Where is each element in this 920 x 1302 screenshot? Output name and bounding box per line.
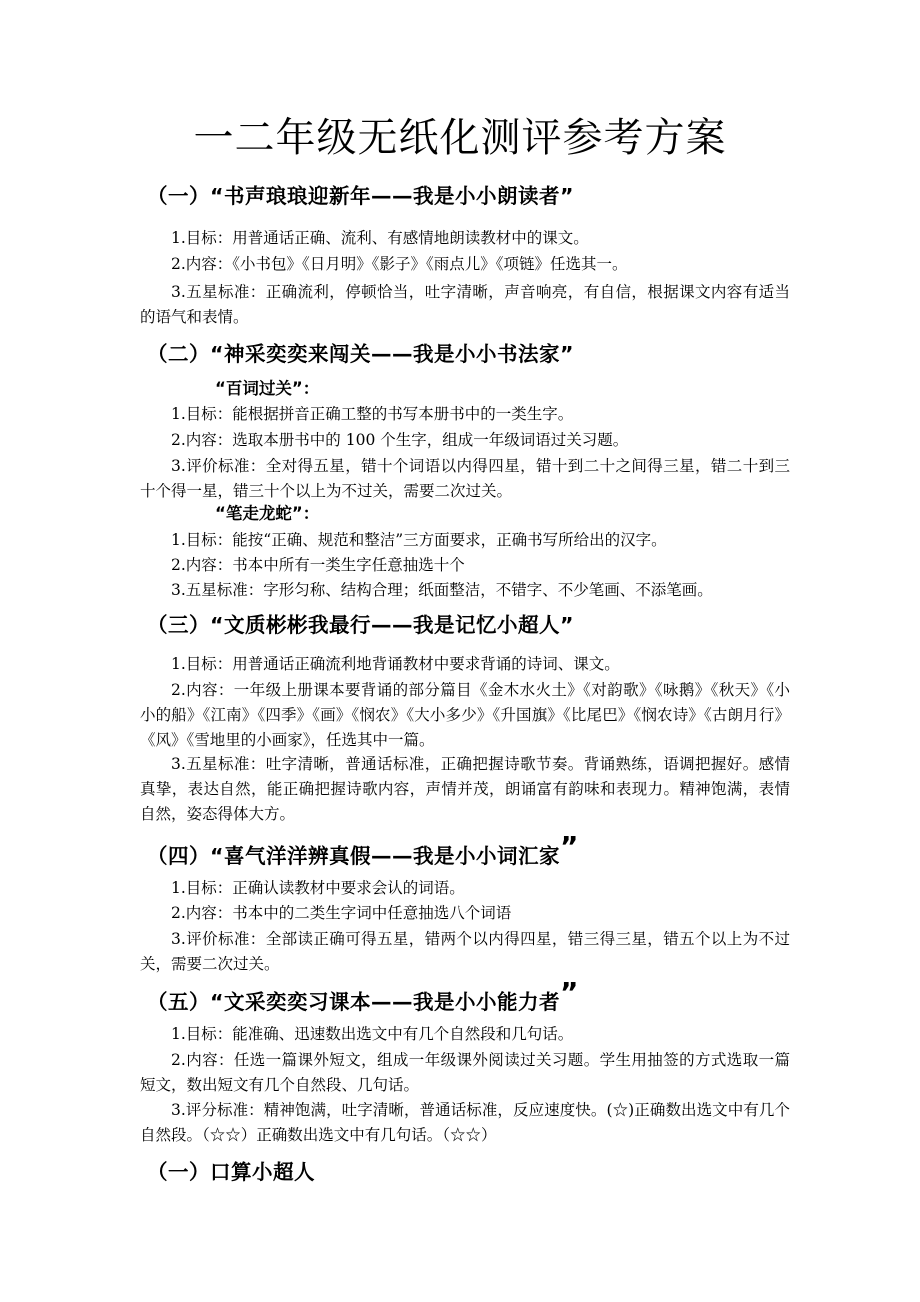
section-3-paragraph: 2.内容：一年级上册课本要背诵的部分篇目《金木水火土》《对韵歌》《咏鹅》《秋天》《小小的船》《江南》《四季》《画》《悯农》《大小多少》《升国旗》《比尾巴》《悯农诗》《古朗月行》《风》《雪地里的小画家》，任选其中一篇。 [140,681,790,749]
section-2-heading: （二）“神采奕奕来闯关——我是小小书法家” [147,342,574,366]
closing-quote: ” [559,830,579,863]
closing-quote: ” [559,976,579,1009]
section-2-paragraph: 2.内容：选取本册书中的 100 个生字，组成一年级词语过关习题。 [171,431,629,449]
section-5-heading: （五）“文采奕奕习课本——我是小小能力者” [147,976,579,1014]
subheading-bizou: “笔走龙蛇”： [215,504,320,523]
section-2-paragraph: 3.评价标准：全对得五星，错十个词语以内得四星，错十到二十之间得三星，错二十到三十个得一星，错三十个以上为不过关，需要二次过关。 [140,457,790,500]
section-1-paragraph: 1.目标：用普通话正确、流利、有感情地朗读教材中的课文。 [171,229,589,247]
section-4-paragraph: 2.内容：书本中的二类生字词中任意抽选八个词语 [171,904,512,922]
section-4-heading: （四）“喜气洋洋辨真假——我是小小词汇家” [147,830,579,868]
section-1-paragraph: 3.五星标准：正确流利，停顿恰当，吐字清晰，声音响亮，有自信，根据课文内容有适当的语气和表情。 [140,283,790,326]
section-5-paragraph: 2.内容：任选一篇课外短文，组成一年级课外阅读过关习题。学生用抽签的方式选取一篇短文，数出短文有几个自然段、几句话。 [140,1051,790,1094]
section-1-heading: （一）“书声琅琅迎新年——我是小小朗读者” [147,184,574,208]
section-2-paragraph: 2.内容：书本中所有一类生字任意抽选十个 [171,556,465,574]
page-title: 一二年级无纸化测评参考方案 [193,115,727,161]
section-5-paragraph: 3.评分标准：精神饱满，吐字清晰，普通话标准，反应速度快。(☆)正确数出选文中有几个自然段。（☆☆）正确数出选文中有几句话。（☆☆） [140,1101,790,1144]
section-4-paragraph: 3.评价标准：全部读正确可得五星，错两个以内得四星，错三得三星，错五个以上为不过关，需要二次过关。 [140,930,790,973]
section-2-paragraph: 1.目标：能按“正确、规范和整洁”三方面要求，正确书写所给出的汉字。 [171,531,667,549]
section-5-paragraph: 1.目标：能准确、迅速数出选文中有几个自然段和几句话。 [171,1025,574,1043]
section-2-paragraph: 3.五星标准：字形匀称、结构合理；纸面整洁，不错字、不少笔画、不添笔画。 [171,581,713,599]
section-1-paragraph: 2.内容：《小书包》《日月明》《影子》《雨点儿》《项链》任选其一。 [171,255,628,273]
section-3-paragraph: 1.目标：用普通话正确流利地背诵教材中要求背诵的诗词、课文。 [171,655,620,673]
section-3-heading: （三）“文质彬彬我最行——我是记忆小超人” [147,613,574,637]
subheading-baici: “百词过关”： [215,379,320,398]
section-6-heading: （一）口算小超人 [147,1160,315,1184]
section-4-paragraph: 1.目标：正确认读教材中要求会认的词语。 [171,879,465,897]
section-2-paragraph: 1.目标：能根据拼音正确工整的书写本册书中的一类生字。 [171,405,574,423]
section-3-paragraph: 3.五星标准：吐字清晰，普通话标准，正确把握诗歌节奏。背诵熟练，语调把握好。感情真挚，表达自然，能正确把握诗歌内容，声情并茂，朗诵富有韵味和表现力。精神饱满，表情自然，姿态得体大方。 [140,755,790,823]
